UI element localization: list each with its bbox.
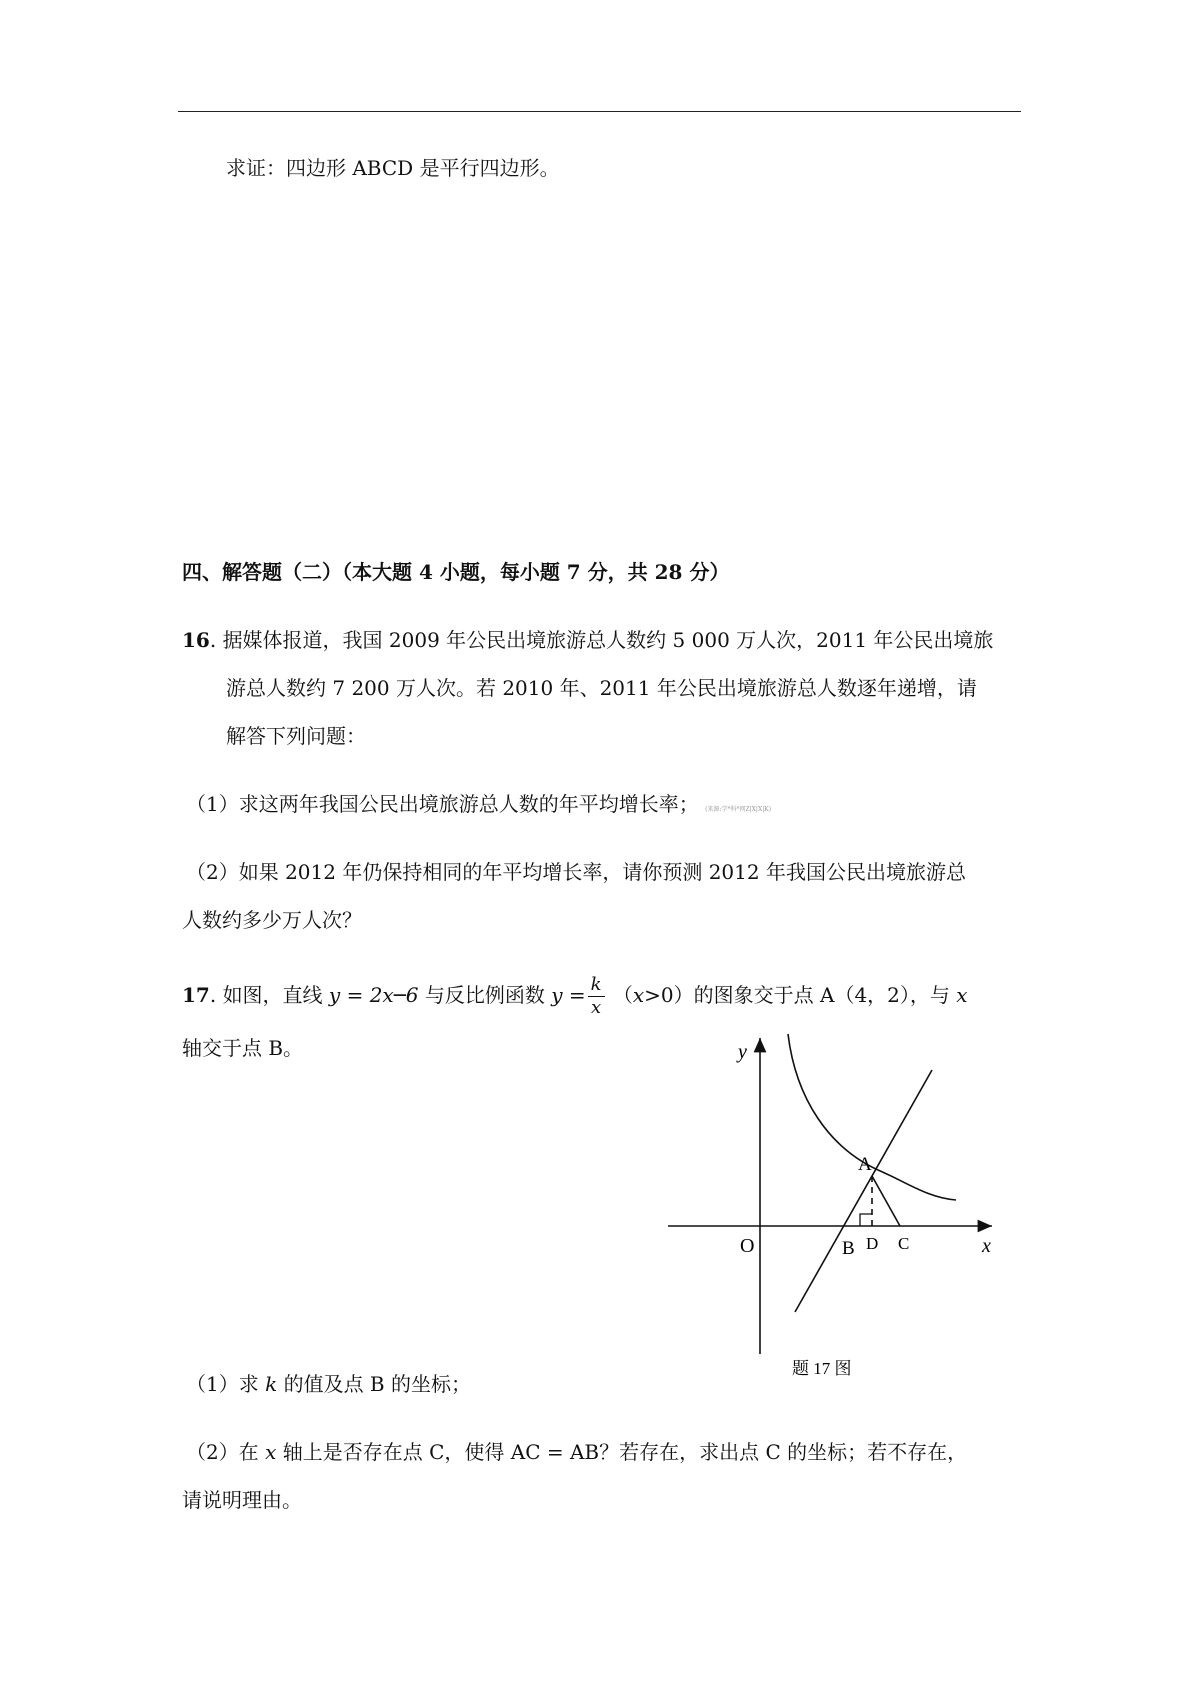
q17-figure [660, 1030, 1000, 1390]
q17-line1: 17. 如图，直线 y = 2x─6 与反比例函数 y = $\frac{k}{x}$ （x>0）的图象交于点 A（4，2），与 x [182, 974, 968, 1018]
label-x-axis: x [982, 1235, 991, 1257]
q17-part2-b: 轴上是否存在点 C，使得 AC = AB？若存在，求出点 C 的坐标；若不存在， [282, 1440, 968, 1464]
label-origin: O [740, 1235, 755, 1257]
label-b: B [842, 1238, 855, 1259]
q16-part1-text: （1）求这两年我国公民出境旅游总人数的年平均增长率； [186, 792, 699, 816]
segment-ac [872, 1176, 900, 1226]
q16-line2: 游总人数约 7 200 万人次。若 2010 年、2011 年公民出境旅游总人数逐年递增，请 [226, 676, 977, 700]
q17-fraction [588, 974, 605, 1019]
header-rule [178, 111, 1021, 112]
q17-intro-d: >0）的图象交于点 A（4，2），与 [644, 983, 950, 1007]
q17-part1-b: 的值及点 B 的坐标； [283, 1372, 471, 1396]
q17-intro-c: （ [612, 983, 633, 1007]
fraction-numerator: k [588, 974, 605, 997]
q17-line2: 轴交于点 B。 [182, 1036, 304, 1060]
q17-intro-b: 与反比例函数 [424, 983, 545, 1007]
q16-part2-line2: 人数约多少万人次？ [182, 908, 362, 932]
q17-y-equals: y = [551, 983, 586, 1007]
q17-part2-a: （2）在 [186, 1440, 259, 1464]
source-note: (来源:学*科*网Z|X|X|K) [705, 806, 772, 813]
q17-part1-a: （1）求 [186, 1372, 259, 1396]
q17-line-equation: y = 2x─6 [328, 983, 419, 1007]
section-title: 四、解答题（二）（本大题 4 小题，每小题 7 分，共 28 分） [182, 560, 730, 584]
q17-part2-x: x [265, 1440, 277, 1464]
q17-intro-a: 如图，直线 [222, 983, 323, 1007]
label-d: D [866, 1234, 879, 1253]
q17-part2-line2: 请说明理由。 [182, 1488, 302, 1512]
label-c: C [898, 1234, 910, 1253]
q16-part1 [186, 792, 771, 822]
q16-part2-line1: （2）如果 2012 年仍保持相同的年平均增长率，请你预测 2012 年我国公民出境旅游总 [186, 860, 966, 884]
figure-caption: 题 17 图 [792, 1359, 852, 1378]
label-a: A [858, 1154, 872, 1175]
q17-intro-x: x [956, 983, 968, 1007]
q17-part1 [186, 1372, 471, 1396]
proof-statement: 求证：四边形 ABCD 是平行四边形。 [226, 156, 560, 180]
q16-line1: 16. 据媒体报道，我国 2009 年公民出境旅游总人数约 5 000 万人次，2011 年公民出境旅 [182, 628, 994, 652]
label-y-axis: y [738, 1041, 747, 1063]
q16-text-1: 据媒体报道，我国 2009 年公民出境旅游总人数约 5 000 万人次，2011 年公民出境旅 [222, 628, 994, 652]
q17-cond-x: x [632, 983, 645, 1007]
fraction-denominator: x [590, 997, 602, 1018]
q17-part1-k: k [265, 1372, 278, 1396]
right-angle-mark [860, 1214, 872, 1226]
q16-number: 16 [182, 628, 210, 652]
q17-number: 17 [182, 983, 210, 1007]
q16-line3: 解答下列问题： [226, 724, 366, 748]
q17-part2-line1 [186, 1440, 967, 1464]
line-y-2x-6 [795, 1070, 932, 1312]
